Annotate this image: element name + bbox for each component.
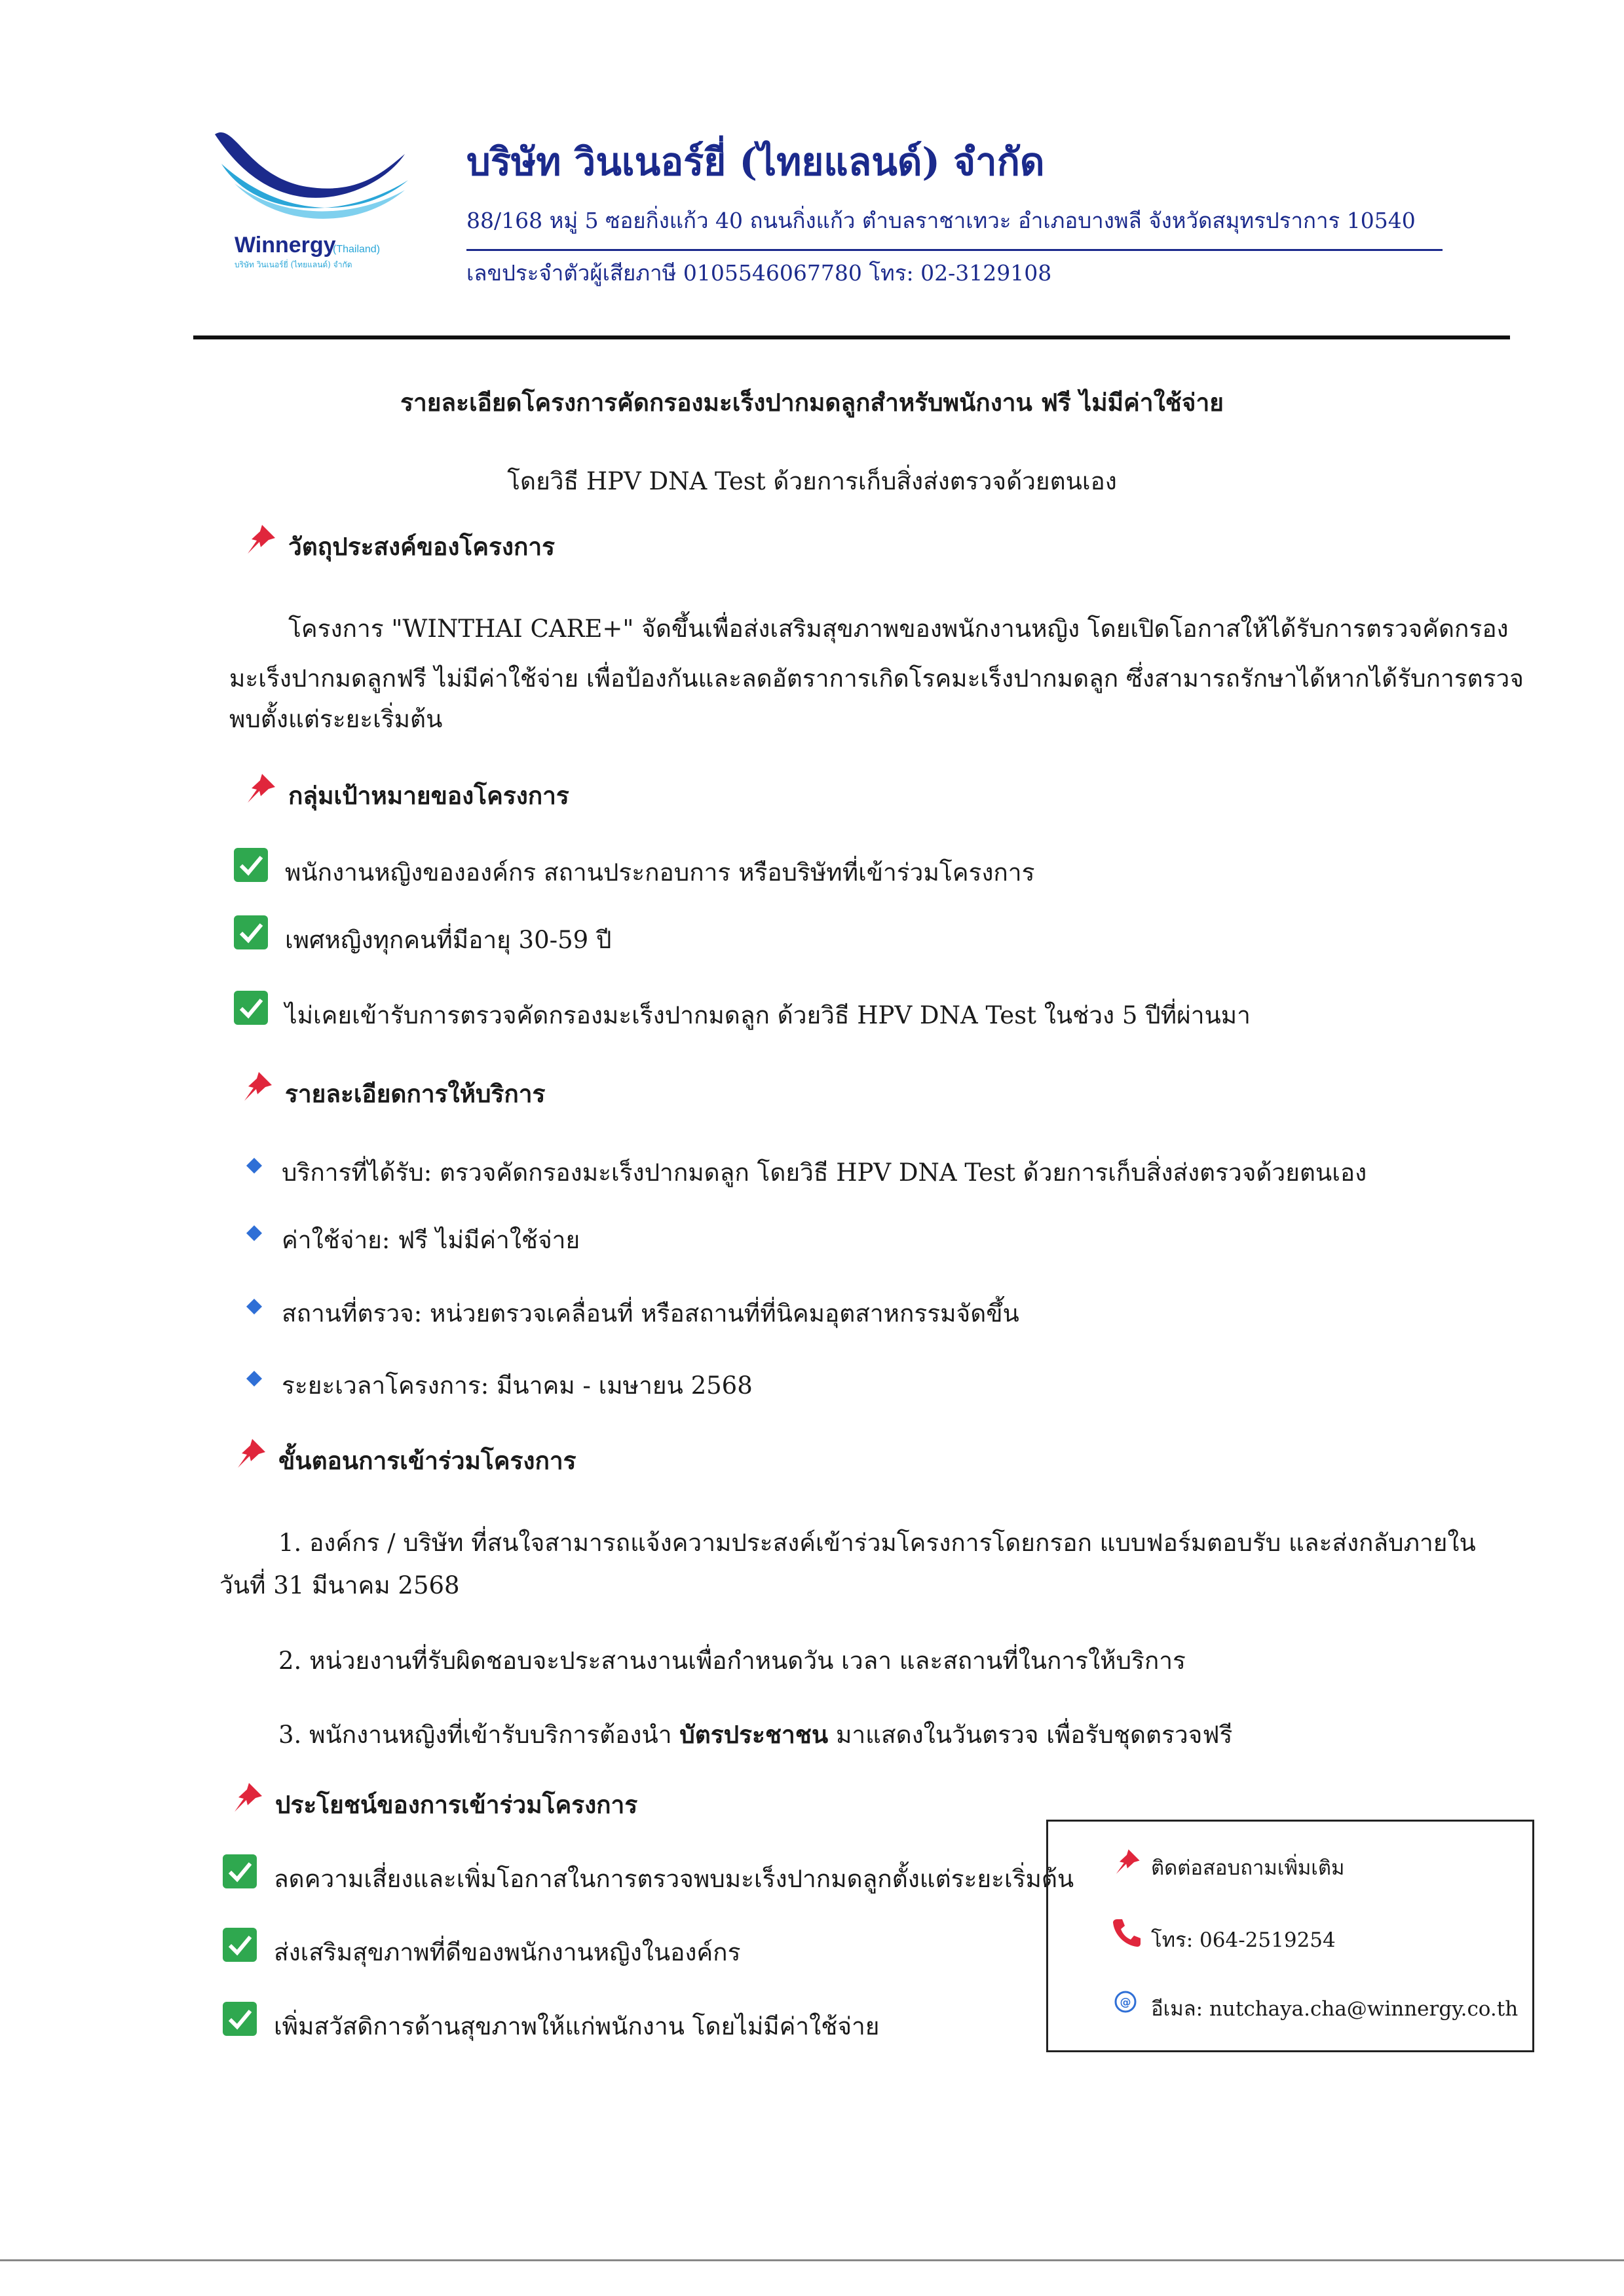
diamond-bullet-icon xyxy=(246,1225,263,1242)
service-heading-text: รายละเอียดการให้บริการ xyxy=(285,1079,546,1108)
benefits-heading-text: ประโยชน์ของการเข้าร่วมโครงการ xyxy=(275,1790,638,1819)
target-heading-text: กลุ่มเป้าหมายของโครงการ xyxy=(288,781,569,810)
service-item-text: ระยะเวลาโครงการ: มีนาคม - เมษายน 2568 xyxy=(282,1371,753,1400)
company-address: 88/168 หมู่ 5 ซอยกิ่งแก้ว 40 ถนนกิ่งแก้ว ตำบลราชาเทวะ อำเภอบางพลี จังหวัดสมุทรปราการ 10540 xyxy=(466,208,1416,233)
pushpin-icon xyxy=(229,1780,265,1816)
contact-email[interactable] xyxy=(1120,1992,1519,2025)
service-item-text: ค่าใช้จ่าย: ฟรี ไม่มีค่าใช้จ่าย xyxy=(282,1226,580,1254)
steps-heading-text: ขั้นตอนการเข้าร่วมโครงการ xyxy=(278,1446,576,1475)
logo-sub-text: บริษัท วินเนอร์ยี่ (ไทยแลนด์) จำกัด xyxy=(235,260,352,269)
check-box-icon xyxy=(221,1853,258,1890)
target-item xyxy=(285,853,1034,892)
benefit-item-text: ส่งเสริมสุขภาพที่ดีของพนักงานหญิงในองค์กร xyxy=(274,1938,741,1966)
check-box-icon xyxy=(221,1926,258,1963)
company-name: บริษัท วินเนอร์ยี่ (ไทยแลนด์) จำกัด xyxy=(466,140,1045,184)
target-heading xyxy=(288,776,569,815)
step-3-id-card: บัตรประชาชน xyxy=(679,1720,829,1749)
contact-heading-text: ติดต่อสอบถามเพิ่มเติม xyxy=(1151,1856,1345,1880)
check-box-icon xyxy=(221,2000,258,2037)
check-box-icon xyxy=(233,847,269,883)
service-item-text: บริการที่ได้รับ: ตรวจคัดกรองมะเร็งปากมดลูก โดยวิธี HPV DNA Test ด้วยการเก็บสิ่งส่งตรวจด้วยตนเอง xyxy=(282,1158,1367,1187)
service-item xyxy=(282,1294,1019,1333)
document-title: รายละเอียดโครงการคัดกรองมะเร็งปากมดลูกสำหรับพนักงาน ฟรี ไม่มีค่าใช้จ่าย xyxy=(400,388,1224,417)
service-item xyxy=(282,1221,580,1259)
target-item-text: พนักงานหญิงขององค์กร สถานประกอบการ หรือบริษัทที่เข้าร่วมโครงการ xyxy=(285,858,1035,887)
tax-id-phone: เลขประจำตัวผู้เสียภาษี 0105546067780 โทร: 02-3129108 xyxy=(466,260,1052,286)
step-3-text-pre: 3. พนักงานหญิงที่เข้ารับบริการต้องนำ xyxy=(278,1721,680,1749)
step-1-line-1: 1. องค์กร / บริษัท ที่สนใจสามารถแจ้งความประสงค์เข้าร่วมโครงการโดยกรอก แบบฟอร์มตอบรับ และส่งกลับภายใน xyxy=(278,1529,1476,1557)
contact-email-text[interactable]: อีเมล: nutchaya.cha@winnergy.co.th xyxy=(1151,1997,1519,2021)
benefit-item xyxy=(274,2007,879,2046)
logo-brand-text: Winnergy xyxy=(235,233,336,258)
contact-phone xyxy=(1151,1923,1336,1956)
target-item xyxy=(285,996,1251,1035)
objective-line-2: มะเร็งปากมดลูกฟรี ไม่มีค่าใช้จ่าย เพื่อป้องกันและลดอัตราการเกิดโรคมะเร็งปากมดลูก ซึ่งสามารถรักษาได้หากได้รับการตรวจ xyxy=(229,664,1524,693)
logo-region-text: (Thailand) xyxy=(333,244,381,255)
company-logo xyxy=(208,124,418,275)
header-divider xyxy=(193,335,1510,339)
contact-phone-text: โทร: 064-2519254 xyxy=(1151,1928,1336,1952)
objective-heading-text: วัตถุประสงค์ของโครงการ xyxy=(288,532,556,561)
document-subtitle: โดยวิธี HPV DNA Test ด้วยการเก็บสิ่งส่งตรวจด้วยตนเอง xyxy=(507,467,1117,495)
diamond-bullet-icon xyxy=(246,1298,263,1315)
contact-heading xyxy=(1151,1851,1344,1884)
steps-heading xyxy=(278,1442,576,1480)
pushpin-icon xyxy=(1112,1847,1142,1877)
pushpin-icon xyxy=(239,1069,274,1105)
target-item-text: ไม่เคยเข้ารับการตรวจคัดกรองมะเร็งปากมดลูก ด้วยวิธี HPV DNA Test ในช่วง 5 ปีที่ผ่านมา xyxy=(285,1001,1251,1029)
diamond-bullet-icon xyxy=(246,1370,263,1387)
diamond-bullet-icon xyxy=(246,1157,263,1174)
benefit-item xyxy=(274,1933,740,1972)
service-item xyxy=(282,1153,1367,1192)
step-3 xyxy=(278,1715,1232,1754)
phone-icon xyxy=(1110,1917,1143,1949)
benefits-heading xyxy=(275,1786,637,1824)
email-icon xyxy=(1114,1991,1137,2013)
service-heading xyxy=(285,1075,545,1113)
step-2: 2. หน่วยงานที่รับผิดชอบจะประสานงานเพื่อกำหนดวัน เวลา และสถานที่ในการให้บริการ xyxy=(278,1647,1186,1675)
objective-line-1: โครงการ "WINTHAI CARE+" จัดขึ้นเพื่อส่งเสริมสุขภาพของพนักงานหญิง โดยเปิดโอกาสให้ได้รับการตรวจคัดกรอง xyxy=(288,615,1509,643)
check-box-icon xyxy=(233,989,269,1026)
service-item xyxy=(282,1366,753,1405)
bottom-divider xyxy=(0,2259,1624,2261)
step-1-line-2: วันที่ 31 มีนาคม 2568 xyxy=(219,1571,460,1599)
service-item-text: สถานที่ตรวจ: หน่วยตรวจเคลื่อนที่ หรือสถานที่ที่นิคมอุตสาหกรรมจัดขึ้น xyxy=(282,1299,1019,1328)
objective-line-3: พบตั้งแต่ระยะเริ่มต้น xyxy=(229,705,443,733)
benefit-item-text: เพิ่มสวัสดิการด้านสุขภาพให้แก่พนักงาน โดยไม่มีค่าใช้จ่าย xyxy=(274,2012,880,2040)
target-item-text: เพศหญิงทุกคนที่มีอายุ 30-59 ปี xyxy=(285,926,612,954)
target-item xyxy=(285,921,611,959)
step-3-text-post: มาแสดงในวันตรวจ เพื่อรับชุดตรวจฟรี xyxy=(828,1721,1233,1749)
pushpin-icon xyxy=(242,771,278,807)
address-underline xyxy=(466,249,1443,251)
svg-text:@: @ xyxy=(1120,1996,1131,2009)
benefit-item-text: ลดความเสี่ยงและเพิ่มโอกาสในการตรวจพบมะเร็งปากมดลูกตั้งแต่ระยะเริ่มต้น xyxy=(274,1865,1074,1893)
benefit-item xyxy=(274,1860,1074,1898)
pushpin-icon xyxy=(233,1436,268,1472)
objective-heading xyxy=(288,527,555,566)
check-box-icon xyxy=(233,914,269,951)
pushpin-icon xyxy=(242,522,278,558)
